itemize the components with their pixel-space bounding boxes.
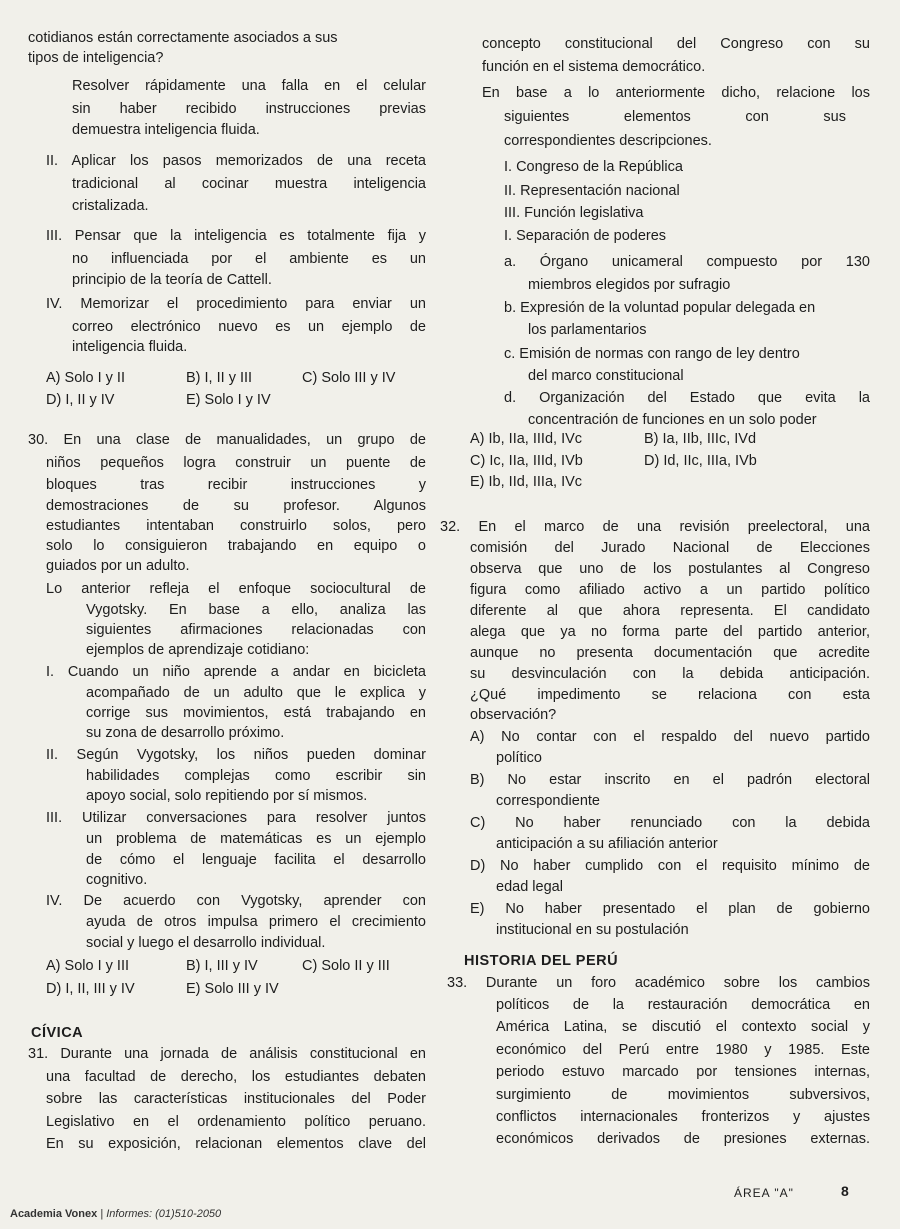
q31-description: concentración de funciones en un solo poder (528, 412, 817, 428)
answer-option[interactable]: D) No haber cumplido con el requisito mínimo de (470, 858, 870, 874)
page-number: 8 (841, 1183, 849, 1199)
q33-line: conflictos internacionales fronterizos y ajustes (496, 1109, 870, 1125)
q31-line: una facultad de derecho, los estudiantes debaten (46, 1069, 426, 1085)
answer-option-cont: anticipación a su afiliación anterior (496, 836, 718, 852)
q31-element: I. Congreso de la República (504, 159, 683, 175)
q32-line: aunque no presenta documentación que acredite (470, 645, 870, 661)
q33-line: surgimiento de movimientos subversivos, (496, 1087, 870, 1103)
q30-statement-line: acompañado de un adulto que le explica y (86, 685, 426, 701)
q33-line: 33. Durante un foro académico sobre los cambios (447, 975, 870, 991)
q29-statement-line: cristalizada. (72, 198, 149, 214)
q30-line: 30. En una clase de manualidades, un grupo de (28, 432, 426, 448)
answer-option[interactable]: B) I, III y IV (186, 958, 258, 974)
q33-line: económicos derivados de presiones externas. (496, 1131, 870, 1147)
q30-statement-line: su zona de desarrollo próximo. (86, 725, 285, 741)
q30-line: ejemplos de aprendizaje cotidiano: (86, 642, 310, 658)
answer-option[interactable]: B) Ia, IIb, IIIc, IVd (644, 431, 757, 447)
answer-option-cont: político (496, 750, 542, 766)
brand-name: Academia Vonex (10, 1208, 98, 1220)
q29-statement-line: IV. Memorizar el procedimiento para enviar un (46, 296, 426, 312)
q33-line: América Latina, se discutió el contexto social y (496, 1019, 870, 1035)
answer-option[interactable]: E) Solo III y IV (186, 981, 279, 997)
q33-line: económico del Perú entre 1980 y 1985. Este (496, 1042, 870, 1058)
q30-statement-line: III. Utilizar conversaciones para resolver juntos (46, 810, 426, 826)
q32-line: observa que uno de los postulantes al Congreso (470, 561, 870, 577)
q30-line: Lo anterior refleja el enfoque sociocultural de (46, 581, 426, 597)
q30-line: guiados por un adulto. (46, 558, 190, 574)
q32-line: su desvinculación con la debida anticipación. (470, 666, 870, 682)
q31-line: siguientes elementos con sus (504, 109, 846, 125)
answer-option-cont: institucional en su postulación (496, 922, 689, 938)
q32-line: figura como afiliado activo a un partido político (470, 582, 870, 598)
q30-statement-line: social y luego el desarrollo individual. (86, 935, 326, 951)
q29-stem-line: cotidianos están correctamente asociados a sus (28, 30, 338, 46)
q32-line: comisión del Jurado Nacional de Elecciones (470, 540, 870, 556)
contact-info: Informes: (01)510-2050 (106, 1208, 222, 1220)
q31-line: función en el sistema democrático. (482, 59, 706, 75)
q33-line: periodo estuvo marcado por tensiones internas, (496, 1064, 870, 1080)
q29-statement-line: tradicional al cocinar muestra inteligencia (72, 176, 426, 192)
q29-statement-line: sin haber recibido instrucciones previas (72, 101, 426, 117)
answer-option[interactable]: A) Ib, IIa, IIId, IVc (470, 431, 583, 447)
q30-statement-line: corrige sus movimientos, está trabajando en (86, 705, 426, 721)
answer-option[interactable]: D) I, II, III y IV (46, 981, 135, 997)
q30-statement-line: habilidades complejas como escribir sin (86, 768, 426, 784)
left-column (28, 0, 426, 1229)
q30-statement-line: IV. De acuerdo con Vygotsky, aprender con (46, 893, 426, 909)
q29-statement-line: demuestra inteligencia fluida. (72, 122, 260, 138)
q30-line: estudiantes intentaban construirlo solos, pero (46, 518, 426, 534)
q30-statement-line: de cómo el lenguaje facilita el desarrollo (86, 852, 426, 868)
answer-option[interactable]: A) No contar con el respaldo del nuevo partido (470, 729, 870, 745)
q30-line: Vygotsky. En base a ello, analiza las (86, 602, 426, 618)
q31-line: concepto constitucional del Congreso con su (482, 36, 870, 52)
q31-line: En base a lo anteriormente dicho, relacione los (482, 85, 870, 101)
q31-description: del marco constitucional (528, 368, 684, 384)
q33-line: políticos de la restauración democrática en (496, 997, 870, 1013)
q31-line: En su exposición, relacionan elementos clave del (46, 1136, 426, 1152)
q30-line: demostraciones de su profesor. Algunos (46, 498, 426, 514)
section-heading-civica: CÍVICA (31, 1025, 84, 1041)
answer-option[interactable]: E) Ib, IId, IIIa, IVc (470, 474, 583, 490)
answer-option[interactable]: C) No haber renunciado con la debida (470, 815, 870, 831)
q31-description: los parlamentarios (528, 322, 647, 338)
answer-option[interactable]: C) Solo III y IV (302, 370, 396, 386)
q32-line: ¿Qué impedimento se relaciona con esta (470, 687, 870, 703)
q29-statement-line: correo electrónico nuevo es un ejemplo de (72, 319, 426, 335)
q32-line: diferente al que ahora representa. El candidato (470, 603, 870, 619)
footer-separator: | (100, 1208, 104, 1220)
answer-option[interactable]: B) No estar inscrito en el padrón electoral (470, 772, 870, 788)
section-heading-historia: HISTORIA DEL PERÚ (464, 953, 619, 969)
answer-option-cont: correspondiente (496, 793, 600, 809)
q31-line: sobre las características institucionales del Poder (46, 1091, 426, 1107)
q31-line: 31. Durante una jornada de análisis constitucional en (28, 1046, 426, 1062)
q29-statement-line: II. Aplicar los pasos memorizados de una receta (46, 153, 426, 169)
q30-statement-line: apoyo social, solo repitiendo por sí mismos. (86, 788, 368, 804)
q30-statement-line: I. Cuando un niño aprende a andar en bicicleta (46, 664, 426, 680)
answer-option[interactable]: E) No haber presentado el plan de gobierno (470, 901, 870, 917)
q31-line: Legislativo en el ordenamiento político peruano. (46, 1114, 426, 1130)
q30-statement-line: un problema de matemáticas es un ejemplo (86, 831, 426, 847)
q30-line: bloques tras recibir instrucciones y (46, 477, 426, 493)
answer-option[interactable]: C) Solo II y III (302, 958, 390, 974)
q30-statement-line: II. Según Vygotsky, los niños pueden dominar (46, 747, 426, 763)
q30-line: solo lo consiguieron trabajando en equipo o (46, 538, 426, 554)
q29-statement-line: no influenciada por el ambiente es un (72, 251, 426, 267)
q32-line: observación? (470, 707, 557, 723)
q30-statement-line: cognitivo. (86, 872, 148, 888)
answer-option[interactable]: A) Solo I y II (46, 370, 125, 386)
q31-element: I. Separación de poderes (504, 228, 667, 244)
q30-line: niños pequeños logra construir un puente de (46, 455, 426, 471)
q31-element: III. Función legislativa (504, 205, 644, 221)
q31-description: b. Expresión de la voluntad popular delegada en (504, 300, 816, 316)
q31-description: a. Órgano unicameral compuesto por 130 (504, 254, 870, 270)
answer-option[interactable]: B) I, II y III (186, 370, 253, 386)
q31-element: II. Representación nacional (504, 183, 680, 199)
q30-line: siguientes afirmaciones relacionadas con (86, 622, 426, 638)
answer-option[interactable]: A) Solo I y III (46, 958, 129, 974)
q31-description: c. Emisión de normas con rango de ley dentro (504, 346, 800, 362)
q31-description: d. Organización del Estado que evita la (504, 390, 870, 406)
footer-brand (10, 1208, 221, 1220)
q32-line: 32. En el marco de una revisión preelectoral, una (440, 519, 870, 535)
q30-statement-line: ayuda de otros impulsa primero el crecimiento (86, 914, 426, 930)
answer-option[interactable]: C) Ic, IIa, IIId, IVb (470, 453, 583, 469)
answer-option[interactable]: D) Id, IIc, IIIa, IVb (644, 453, 757, 469)
area-label: ÁREA "A" (734, 1186, 794, 1200)
right-column (440, 0, 870, 1229)
answer-option[interactable]: D) I, II y IV (46, 392, 115, 408)
q31-description: miembros elegidos por sufragio (528, 277, 731, 293)
q32-line: alega que ya no forma parte del partido anterior, (470, 624, 870, 640)
q29-statement-line: principio de la teoría de Cattell. (72, 272, 272, 288)
q29-statement-line: III. Pensar que la inteligencia es totalmente fija y (46, 228, 426, 244)
q31-line: correspondientes descripciones. (504, 133, 712, 149)
q29-stem-line: tipos de inteligencia? (28, 50, 164, 66)
q29-statement-line: inteligencia fluida. (72, 339, 188, 355)
answer-option-cont: edad legal (496, 879, 563, 895)
answer-option[interactable]: E) Solo I y IV (186, 392, 271, 408)
q29-statement-line: Resolver rápidamente una falla en el celular (72, 78, 426, 94)
